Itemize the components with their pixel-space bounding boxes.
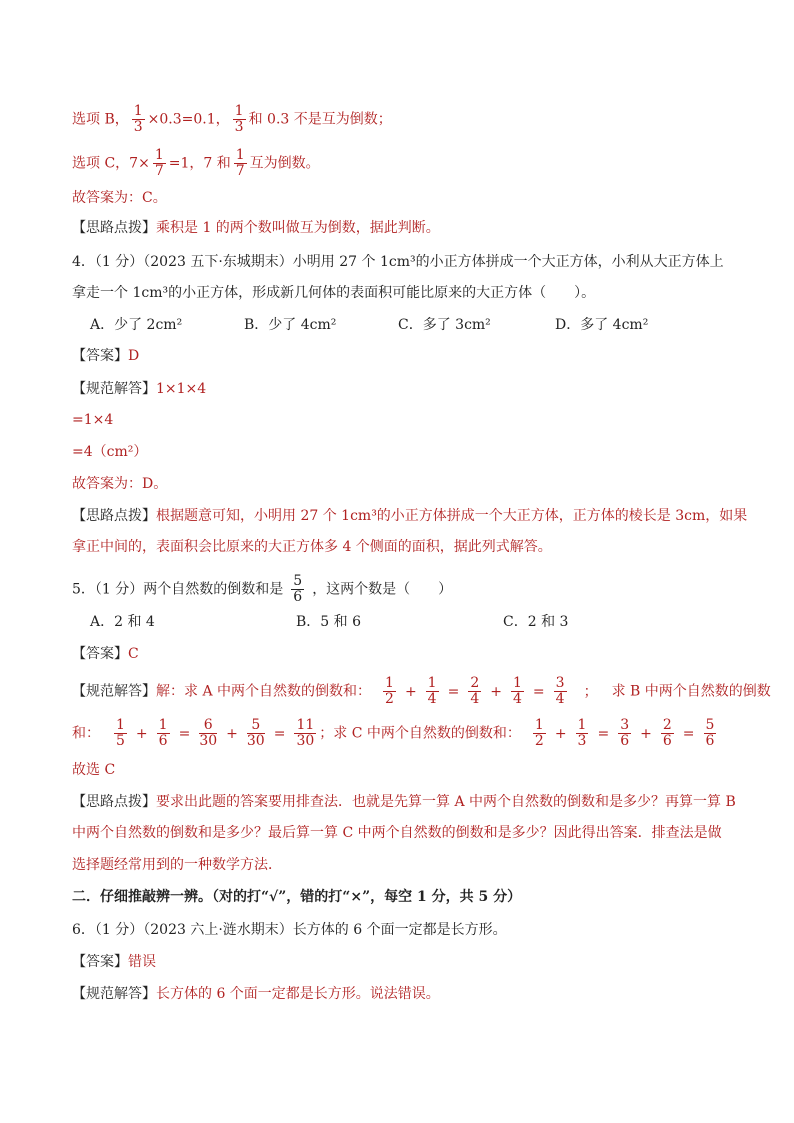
q4-tip-line1: 【思路点拨】根据题意可知，小明用 27 个 1cm³的小正方体拼成一个大正方体，正方体的棱长是 3cm，如果 xyxy=(72,508,748,524)
q5-tip-line3: 选择题经常用到的一种数学方法． xyxy=(72,857,282,873)
q4-option-c: C．多了 3cm² xyxy=(398,317,491,333)
fraction: $\frac{11}{30}$ xyxy=(296,717,315,749)
q6-solution: 【规范解答】长方体的 6 个面一定都是长方形。说法错误。 xyxy=(72,986,440,1002)
fraction: $\frac{1}{2}$ xyxy=(385,675,394,707)
q3-final-answer: 故答案为：C。 xyxy=(72,190,167,206)
q5-tip-line2: 中两个自然数的倒数和是多少？最后算一算 C 中两个自然数的倒数和是多少？因此得出答案．排查法是做 xyxy=(72,825,722,841)
q5-option-b: B．5 和 6 xyxy=(296,614,362,630)
fraction: $\frac{6}{30}$ xyxy=(199,717,218,749)
fraction: $\frac{3}{6}$ xyxy=(620,717,630,749)
fraction: $\frac{5}{6}$ xyxy=(705,717,715,749)
fraction: $\frac{5}{6}$ xyxy=(293,573,303,605)
q5-solution-line1: 【规范解答】解：求 A 中两个自然数的倒数和： $\frac{1}{2}$ + $\frac{1}{4}$ = $\frac{2}{4}$ + $\frac{1}{4}$ = $\frac{3}{4}$ ； 求 B 中两个自然数的倒数 xyxy=(72,675,771,707)
q4-solution-step: =1×4 xyxy=(72,412,114,428)
q4-stem-line1: 4．（1 分）（2023 五下·东城期末）小明用 27 个 1cm³的小正方体拼成一个大正方体，小利从大正方体上 xyxy=(72,254,724,270)
fraction: $\frac{1}{3}$ xyxy=(577,717,587,749)
q5-tip-line1: 【思路点拨】要求出此题的答案要用排查法．也就是先算一算 A 中两个自然数的倒数和是多少？再算一算 B xyxy=(72,794,736,810)
fraction: $\frac{2}{6}$ xyxy=(662,717,672,749)
option-b-line: 选项 B， $\frac{1}{3}$ ×0.3=0.1， $\frac{1}{3}$ 和 0.3 不是互为倒数； xyxy=(72,103,392,135)
q5-option-a: A．2 和 4 xyxy=(90,614,155,630)
fraction: $\frac{5}{30}$ xyxy=(246,717,265,749)
q4-stem-line2: 拿走一个 1cm³的小正方体，形成新几何体的表面积可能比原来的大正方体（ ）。 xyxy=(72,285,596,301)
option-c-line: 选项 C，7× $\frac{1}{7}$ =1，7 和 $\frac{1}{7}$ 互为倒数。 xyxy=(72,147,320,179)
q4-final-answer: 故答案为：D。 xyxy=(72,476,168,492)
q5-final-answer: 故选 C xyxy=(72,762,116,778)
q5-answer: 【答案】C xyxy=(72,646,139,662)
q4-option-a: A．少了 2cm² xyxy=(90,317,183,333)
q4-option-d: D．多了 4cm² xyxy=(555,317,649,333)
section-heading: 二．仔细推敲辨一辨。（对的打“√”，错的打“×”，每空 1 分，共 5 分） xyxy=(72,889,522,905)
q5-solution-line2: 和： $\frac{1}{5}$ + $\frac{1}{6}$ = $\frac{6}{30}$ + $\frac{5}{30}$ = $\frac{11}{30}$ ；求 C 中两个自然数的倒数和： $\frac{1}{2}$ + $\frac{1}{3}$ = $\frac{3}{6}$ + $\frac{2}{6}$ = $\frac{5}{6}$ xyxy=(72,717,715,749)
fraction: $\frac{1}{4}$ xyxy=(512,675,522,707)
q6-stem: 6．（1 分）（2023 六上·涟水期末）长方体的 6 个面一定都是长方形。 xyxy=(72,922,507,938)
q5-option-c: C．2 和 3 xyxy=(503,614,569,630)
fraction: $\frac{2}{4}$ xyxy=(470,675,480,707)
fraction: $\frac{1}{6}$ xyxy=(158,717,168,749)
fraction: $\frac{1}{7}$ xyxy=(235,147,245,179)
q4-solution-step: =4（cm²） xyxy=(72,444,148,460)
q4-option-b: B．少了 4cm² xyxy=(244,317,337,333)
fraction: $\frac{1}{3}$ xyxy=(133,103,143,135)
fraction: $\frac{1}{5}$ xyxy=(116,717,125,749)
fraction: $\frac{3}{4}$ xyxy=(555,675,565,707)
fraction: $\frac{1}{3}$ xyxy=(234,103,244,135)
q4-tip-line2: 拿正中间的，表面积会比原来的大正方体多 4 个侧面的面积，据此列式解答。 xyxy=(72,539,552,555)
q3-tip: 【思路点拨】乘积是 1 的两个数叫做互为倒数，据此判断。 xyxy=(72,220,440,236)
q4-answer: 【答案】D xyxy=(72,348,140,364)
fraction: $\frac{1}{7}$ xyxy=(154,147,164,179)
q5-stem: 5．（1 分）两个自然数的倒数和是 $\frac{5}{6}$ ，这两个数是（ ） xyxy=(72,573,453,605)
fraction: $\frac{1}{4}$ xyxy=(427,675,437,707)
q4-solution: 【规范解答】1×1×4 xyxy=(72,381,207,397)
fraction: $\frac{1}{2}$ xyxy=(534,717,544,749)
q6-answer: 【答案】错误 xyxy=(72,954,156,970)
